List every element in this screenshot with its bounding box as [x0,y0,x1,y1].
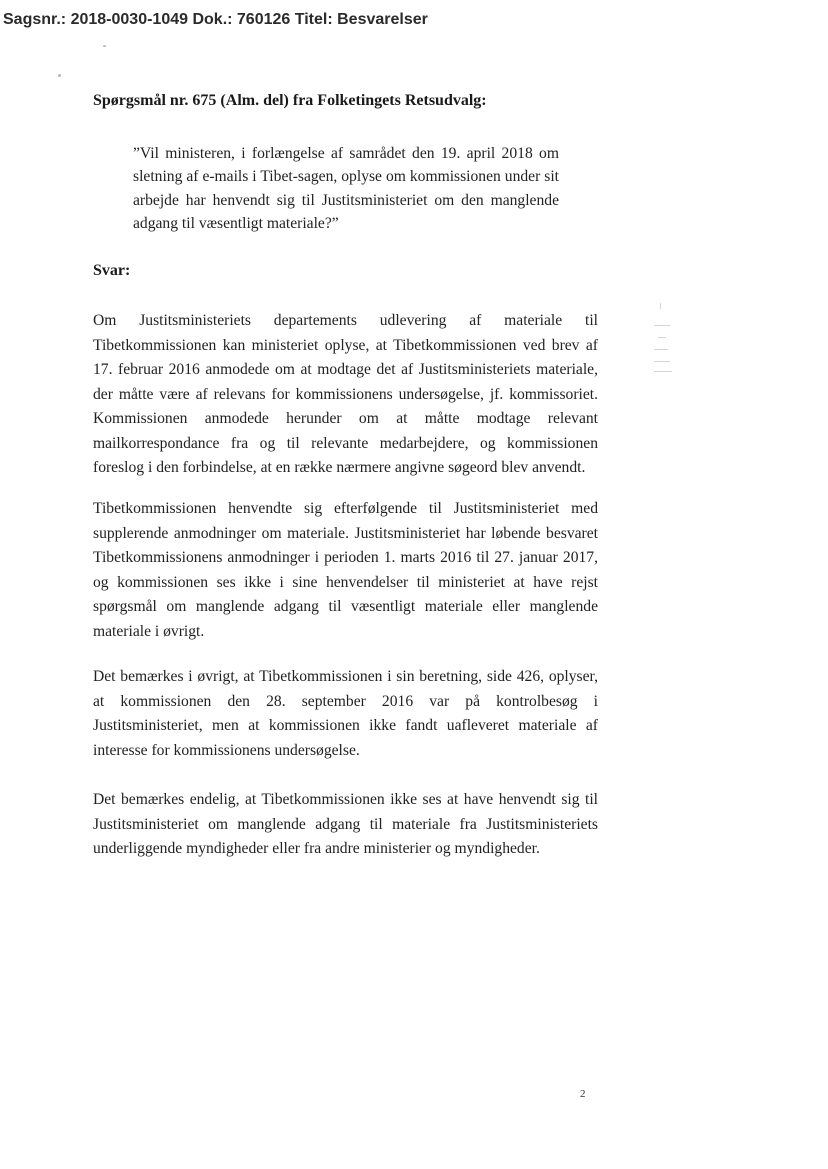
answer-paragraph-3: Det bemærkes i øvrigt, at Tibetkommissionen i sin beretning, side 426, oplyser, at kommissionen den 28. september 2016 var på kontrolbesøg i Justitsministeriet, men at kommissionen ikke fandt uafleveret materiale af interesse for kommissionens undersøgelse. [93,668,598,759]
answer-paragraph-1: Om Justitsministeriets departements udlevering af materiale til Tibetkommissionen kan ministeriet oplyse, at Tibetkommissionen ved brev af 17. februar 2016 anmodede om at modtage det af Justitsministeriets materiale, der måtte være af relevans for kommissionens undersøgelse, jf. kommissoriet. Kommissionen anmodede herunder om at måtte modtage relevant mailkorrespondance fra og til relevante medarbejdere, og kommissionen foreslog i den forbindelse, at en række nærmere angivne søgeord blev anvendt. [93,312,598,476]
answer-paragraph-4: Det bemærkes endelig, at Tibetkommissionen ikke ses at have henvendt sig til Justitsministeriet om manglende adgang til materiale fra Justitsministeriets underliggende myndigheder eller fra andre ministerier og myndigheder. [93,791,598,857]
page-number: 2 [580,1088,586,1100]
answer-heading: Svar: [93,262,131,279]
case-reference-header: Sagsnr.: 2018-0030-1049 Dok.: 760126 Titel: Besvarelser [3,11,428,28]
question-quote: ”Vil ministeren, i forlængelse af samrådet den 19. april 2018 om sletning af e-mails i Tibet-sagen, oplyse om kommissionen under sit arbejde har henvendt sig til Justitsministeriet om den manglende adgang til væsentligt materiale?” [133,145,559,233]
question-heading: Spørgsmål nr. 675 (Alm. del) fra Folketingets Retsudvalg: [93,92,487,109]
margin-scan-marks [654,303,672,375]
scan-speck [103,45,106,47]
scan-speck [58,74,61,77]
answer-paragraph-2: Tibetkommissionen henvendte sig efterfølgende til Justitsministeriet med supplerende anmodninger om materiale. Justitsministeriet har løbende besvaret Tibetkommissionens anmodninger i perioden 1. marts 2016 til 27. januar 2017, og kommissionen ses ikke i sine henvendelser til ministeriet at have rejst spørgsmål om manglende adgang til væsentligt materiale eller manglende materiale i øvrigt. [93,500,598,640]
